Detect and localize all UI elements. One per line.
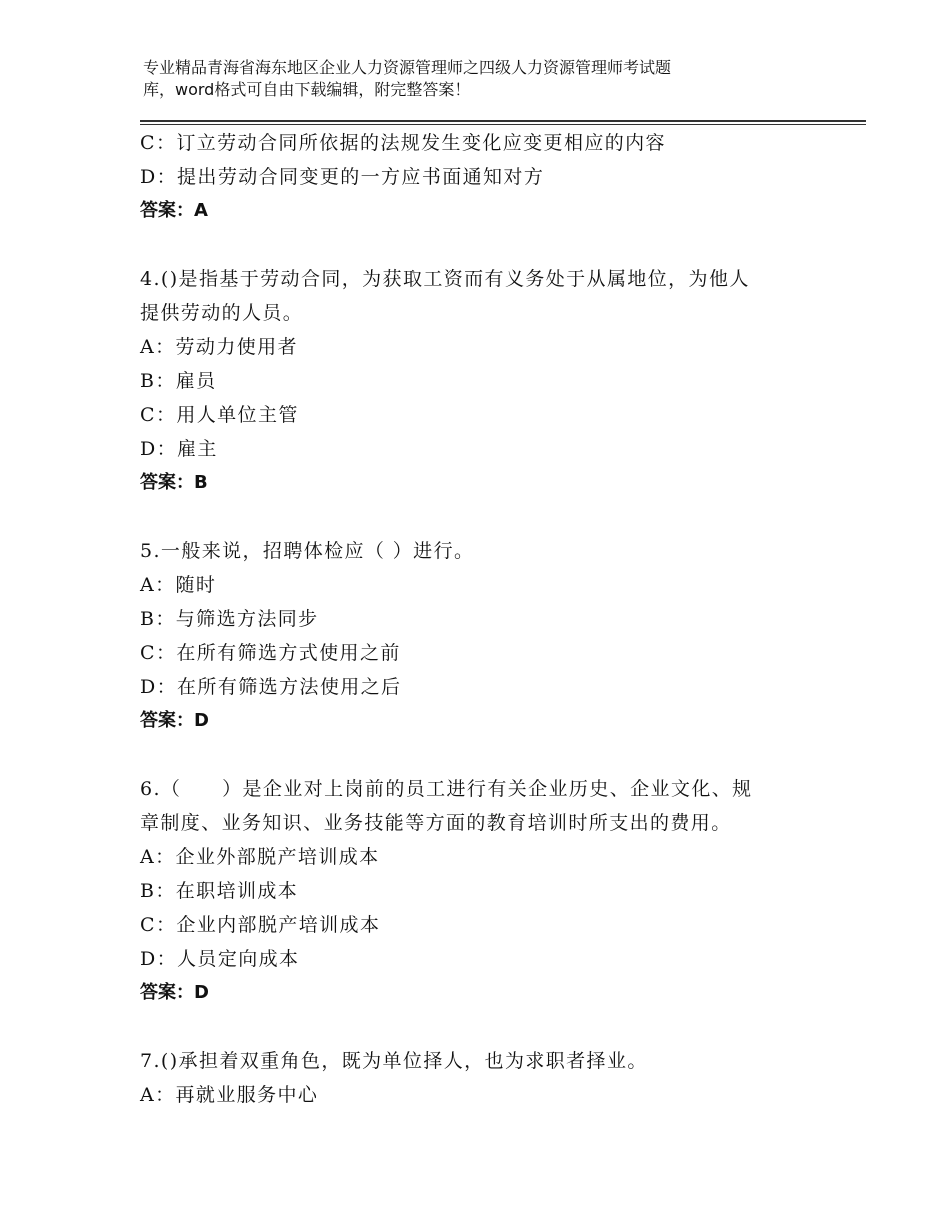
answer: 答案：D <box>140 710 209 731</box>
question-text-line-2: 章制度、业务知识、业务技能等方面的教育培训时所支出的费用。 <box>140 812 732 834</box>
question-text-line-1: 4.()是指基于劳动合同，为获取工资而有义务处于从属地位，为他人 <box>140 268 750 290</box>
option-a: A：企业外部脱产培训成本 <box>140 846 380 868</box>
option-b: B：雇员 <box>140 370 217 392</box>
question-6 <box>140 772 800 1010</box>
question-text-line-1: 7.()承担着双重角色，既为单位择人，也为求职者择业。 <box>140 1050 648 1072</box>
header-rule-thick <box>140 120 866 122</box>
option-a: A：再就业服务中心 <box>140 1084 319 1106</box>
question-text-line-1: 5.一般来说，招聘体检应（ ）进行。 <box>140 540 475 562</box>
header-line-1: 专业精品青海省海东地区企业人力资源管理师之四级人力资源管理师考试题 <box>143 58 672 77</box>
option-c: C：企业内部脱产培训成本 <box>140 914 381 936</box>
spacer <box>140 1010 800 1044</box>
header-rule-thin <box>140 124 866 125</box>
spacer <box>140 228 800 262</box>
spacer <box>140 738 800 772</box>
question-3-tail <box>140 126 800 228</box>
option-a: A：劳动力使用者 <box>140 336 298 358</box>
answer: 答案：B <box>140 472 208 493</box>
question-4 <box>140 262 800 500</box>
question-7 <box>140 1044 800 1112</box>
option-d: D：在所有筛选方法使用之后 <box>140 676 402 698</box>
option-c: C：在所有筛选方式使用之前 <box>140 642 401 664</box>
option-b: B：与筛选方法同步 <box>140 608 319 630</box>
option-d: D：雇主 <box>140 438 218 460</box>
option-d: D：人员定向成本 <box>140 948 300 970</box>
answer: 答案：A <box>140 200 208 221</box>
question-text-line-1: 6.（ ）是企业对上岗前的员工进行有关企业历史、企业文化、规 <box>140 778 753 800</box>
question-5 <box>140 534 800 738</box>
header-line-2: 库，word格式可自由下载编辑，附完整答案！ <box>143 80 471 99</box>
option-a: A：随时 <box>140 574 217 596</box>
option-b: B：在职培训成本 <box>140 880 299 902</box>
question-text-line-2: 提供劳动的人员。 <box>140 302 304 324</box>
answer: 答案：D <box>140 982 209 1003</box>
option-c: C：订立劳动合同所依据的法规发生变化应变更相应的内容 <box>140 132 666 154</box>
spacer <box>140 500 800 534</box>
question-list <box>140 126 800 1112</box>
option-c: C：用人单位主管 <box>140 404 299 426</box>
option-d: D：提出劳动合同变更的一方应书面通知对方 <box>140 166 545 188</box>
page-header <box>143 57 783 101</box>
